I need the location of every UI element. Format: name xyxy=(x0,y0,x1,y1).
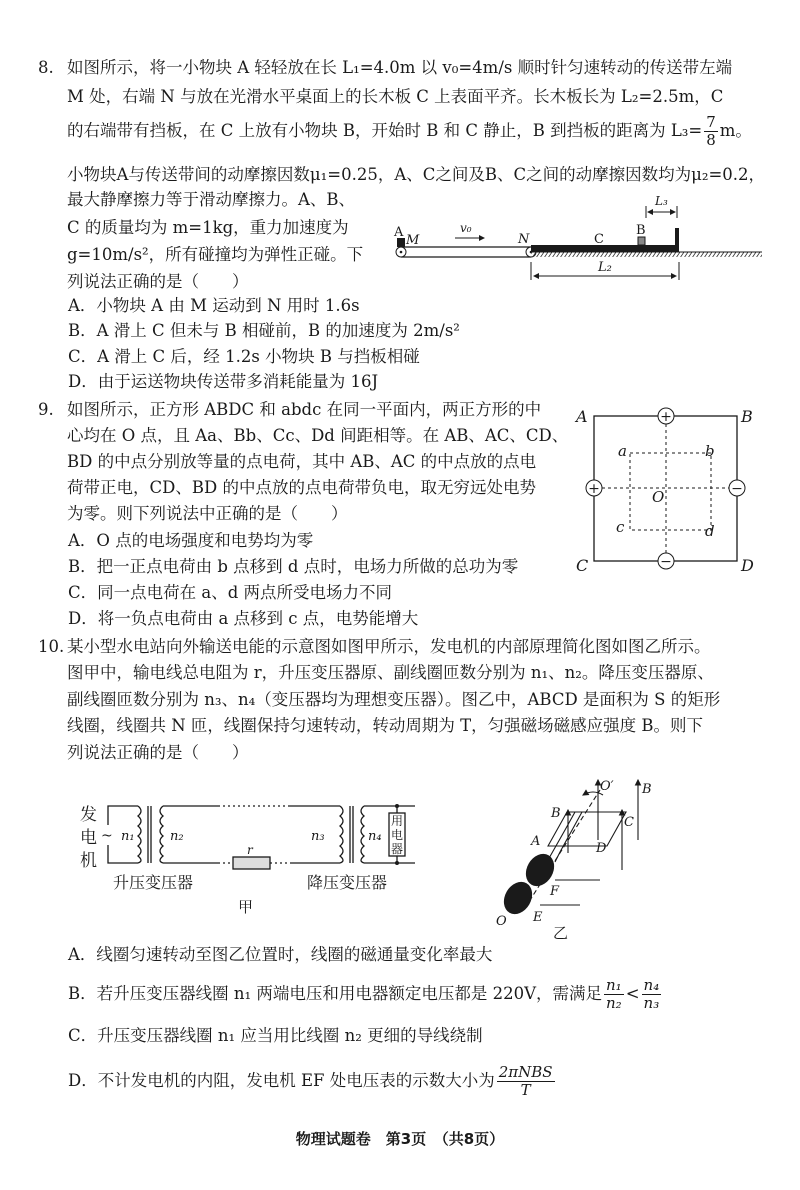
label-a: A xyxy=(394,225,404,240)
label-n3: n₃ xyxy=(311,829,325,844)
label-n4: n₄ xyxy=(368,829,382,844)
ac-symbol: ~ xyxy=(101,828,113,844)
q10-option-b-text: B．若升压变压器线圈 n₁ 两端电压和用电器额定电压都是 220V，需满足 xyxy=(68,984,603,1003)
q8-line: M 处，右端 N 与放在光滑水平桌面上的长木板 C 上表面平齐。长木板长为 L₂=2.5m，C xyxy=(67,87,724,106)
q10-option-c: C．升压变压器线圈 n₁ 应当用比线圈 n₂ 更细的导线绕制 xyxy=(68,1026,483,1045)
label-n2: n₂ xyxy=(170,829,184,844)
svg-text:−: − xyxy=(660,554,672,570)
q8-line: 小物块A与传送带间的动摩擦因数μ₁=0.25，A、C之间及B、C之间的动摩擦因数均为μ₂=0.2， xyxy=(67,165,766,184)
generator-label: 电 xyxy=(80,828,97,848)
q9-number: 9. xyxy=(38,400,54,419)
caption-yi: 乙 xyxy=(553,924,569,942)
label-C: C xyxy=(624,815,634,830)
q9-line: 荷带正电，CD、BD 的中点放的点电荷带负电，取无穷远处电势 xyxy=(67,478,536,497)
label-B: B xyxy=(551,806,561,821)
q10-line: 列说法正确的是（ ） xyxy=(67,743,249,762)
generator-label: 机 xyxy=(80,851,97,871)
label-r: r xyxy=(247,843,253,857)
step-up-label: 升压变压器 xyxy=(113,873,194,892)
label-D: D xyxy=(596,841,607,856)
q9-line: 为零。则下列说法中正确的是（ ） xyxy=(67,504,348,523)
q9-option-b: B．把一正点电荷由 b 点移到 d 点时，电场力所做的总功为零 xyxy=(68,557,519,576)
fraction-2pinbs-t xyxy=(497,1064,555,1099)
fraction-n1-n2 xyxy=(604,977,624,1012)
generator-label: 发 xyxy=(80,805,97,825)
fraction-denominator: n₃ xyxy=(643,994,660,1012)
q8-line: 列说法正确的是（ ） xyxy=(67,272,249,291)
fraction-denominator: 8 xyxy=(706,131,716,149)
q10-line: 线圈，线圈共 N 匝，线圈保持匀速转动，转动周期为 T，匀强磁场磁感应强度 B。则下 xyxy=(67,716,704,735)
q10-option-d xyxy=(68,1062,557,1100)
load-label: 器 xyxy=(390,842,404,856)
fraction-numerator: 2πNBS xyxy=(498,1063,553,1081)
less-than: < xyxy=(625,984,640,1003)
q8-number: 8. xyxy=(38,58,54,77)
step-down-label: 降压变压器 xyxy=(307,873,388,892)
q8-line: 如图所示，将一小物块 A 轻轻放在长 L₁=4.0m 以 v₀=4m/s 顺时针匀速转动的传送带左端 xyxy=(67,58,733,77)
q10-number: 10. xyxy=(38,637,65,656)
q10-line: 副线圈匝数分别为 n₃、n₄（变压器均为理想变压器）。图乙中，ABCD 是面积为 S 的矩形 xyxy=(67,690,721,709)
label-m: M xyxy=(406,233,420,248)
q8-option-b: B．A 滑上 C 但未与 B 相碰前，B 的加速度为 2m/s² xyxy=(68,321,460,340)
svg-text:−: − xyxy=(731,481,743,497)
rotation-axis xyxy=(525,790,600,908)
fraction-denominator: n₂ xyxy=(606,994,622,1012)
q9-option-c: C．同一点电荷在 a、d 两点所受电场力不同 xyxy=(68,583,393,602)
label-a: a xyxy=(618,442,627,460)
fraction-denominator: T xyxy=(520,1081,531,1099)
q8-option-a: A．小物块 A 由 M 运动到 N 用时 1.6s xyxy=(68,296,360,315)
label-O: O xyxy=(496,914,507,929)
label-B: B xyxy=(741,407,753,426)
q9-option-d: D．将一负点电荷由 a 点移到 c 点，电势能增大 xyxy=(68,609,419,628)
fraction-numerator: n₄ xyxy=(643,976,660,994)
label-b: B xyxy=(636,223,646,238)
q8-line: g=10m/s²，所有碰撞均为弹性正碰。下 xyxy=(67,245,364,264)
q9-line: 如图所示，正方形 ABDC 和 abdc 在同一平面内，两正方形的中 xyxy=(67,400,542,419)
q9-line: BD 的中点分别放等量的点电荷，其中 AB、AC 的中点放的点电 xyxy=(67,452,537,471)
q8-option-d: D．由于运送物块传送带多消耗能量为 16J xyxy=(68,372,379,391)
q10-line: 某小型水电站向外输送电能的示意图如图甲所示，发电机的内部原理简化图如图乙所示。 xyxy=(67,637,711,656)
q10-option-b xyxy=(68,975,663,1013)
label-A: A xyxy=(531,834,541,849)
q9-option-a: A．O 点的电场强度和电势均为零 xyxy=(68,531,314,550)
q10-option-a: A．线圈匀速转动至图乙位置时，线圈的磁通量变化率最大 xyxy=(68,945,493,964)
svg-text:+: + xyxy=(660,409,672,425)
load-label: 电 xyxy=(390,828,404,842)
label-b-field: B xyxy=(642,782,652,797)
unit: m。 xyxy=(719,121,752,140)
fraction-numerator: 7 xyxy=(706,113,716,131)
q10-option-d-text: D．不计发电机的内阻，发电机 EF 处电压表的示数大小为 xyxy=(68,1071,495,1090)
label-F: F xyxy=(550,884,560,899)
label-A: A xyxy=(576,407,588,426)
load-label: 用 xyxy=(390,814,404,828)
label-c: C xyxy=(594,232,604,247)
label-D: D xyxy=(741,556,754,575)
fraction-numerator: n₁ xyxy=(606,976,622,994)
q8-line: C 的质量均为 m=1kg，重力加速度为 xyxy=(67,218,349,237)
caption-jia: 甲 xyxy=(238,898,254,916)
q9-line: 心均在 O 点，且 Aa、Bb、Cc、Dd 间距相等。在 AB、AC、CD、 xyxy=(67,426,569,445)
page-footer: 物理试题卷 第3页 （共8页） xyxy=(295,1130,505,1148)
fraction-n4-n3 xyxy=(642,977,662,1012)
svg-text:+: + xyxy=(588,481,600,497)
q8-option-c: C．A 滑上 C 后，经 1.2s 小物块 B 与挡板相碰 xyxy=(68,347,420,366)
label-d: d xyxy=(705,522,715,540)
label-l3: L₃ xyxy=(655,194,668,208)
label-E: E xyxy=(533,910,543,925)
label-c: c xyxy=(616,518,625,536)
label-n1: n₁ xyxy=(121,829,135,844)
q8-line: 最大静摩擦力等于滑动摩擦力。A、B、 xyxy=(67,190,356,209)
label-l2: L₂ xyxy=(598,260,612,275)
label-v0: v₀ xyxy=(460,221,472,235)
label-o-prime: O′ xyxy=(600,779,614,794)
q10-line: 图甲中，输电线总电阻为 r，升压变压器原、副线圈匝数分别为 n₁、n₂。降压变压器原、 xyxy=(67,663,714,682)
label-b: b xyxy=(705,442,715,460)
label-C: C xyxy=(576,556,589,575)
label-O: O xyxy=(652,488,665,506)
label-n: N xyxy=(518,232,530,247)
q8-line-text: 的右端带有挡板，在 C 上放有小物块 B，开始时 B 和 C 静止，B 到挡板的距离为 L₃= xyxy=(67,121,703,140)
